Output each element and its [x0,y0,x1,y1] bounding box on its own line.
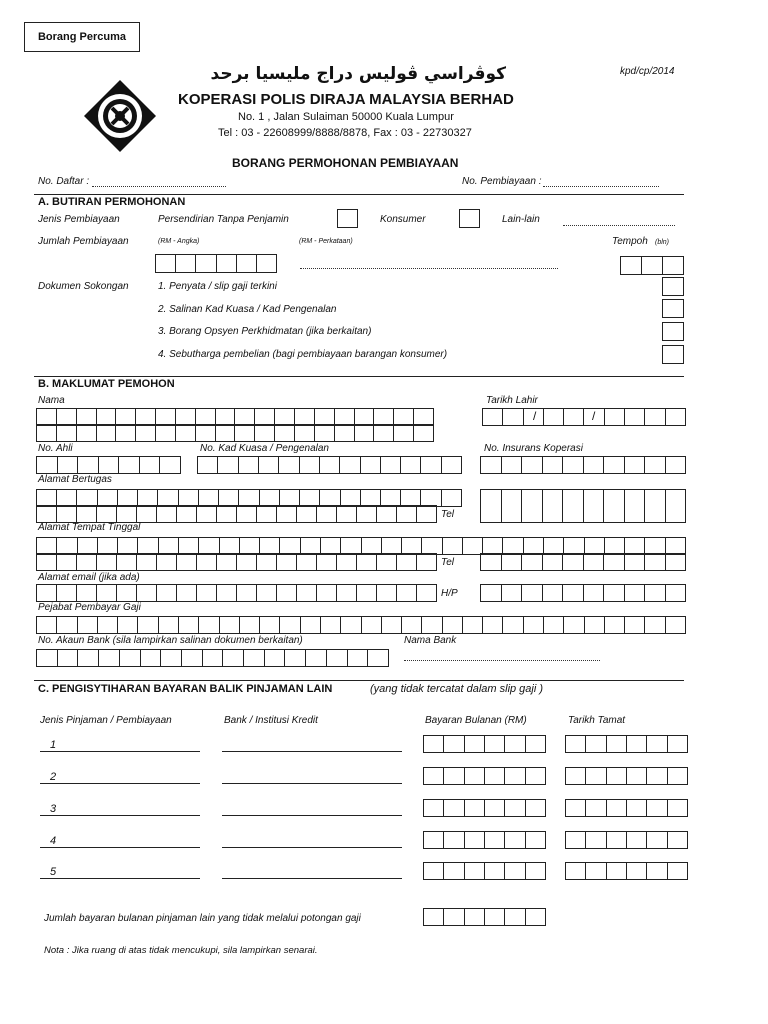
jumlah-pembiayaan-label: Jumlah Pembiayaan [38,236,129,247]
no-insurans-label: No. Insurans Koperasi [484,443,583,454]
pejabat-pembayar-boxes[interactable] [36,616,686,634]
loan-type-field-5[interactable] [40,878,200,879]
org-name: KOPERASI POLIS DIRAJA MALAYSIA BERHAD [178,91,514,108]
section-b-rule [34,376,684,377]
jawi-org-name: كوڤراسي ڤوليس دراج مليسيا برحد [210,64,506,84]
loan-amount-boxes-3[interactable] [423,799,546,817]
tel-bertugas-boxes[interactable] [480,489,686,523]
section-c-title: C. PENGISYTIHARAN BAYARAN BALIK PINJAMAN LAIN [38,683,333,695]
hp-label: H/P [441,588,458,599]
no-pembiayaan-label: No. Pembiayaan : [462,176,542,187]
section-a-title: A. BUTIRAN PERMOHONAN [38,196,186,208]
nama-label: Nama [38,395,65,406]
loan-row-number-3: 3 [50,803,57,815]
loan-end-date-boxes-3[interactable] [565,799,688,817]
jumlah-perkataan-field[interactable] [300,268,558,269]
loan-end-date-boxes-1[interactable] [565,735,688,753]
kpdrm-logo-icon [82,78,158,154]
loan-row-number-1: 1 [50,739,57,751]
tempoh-label: Tempoh [612,236,648,247]
doc-item-3: 3. Borang Opsyen Perkhidmatan (jika berkaitan) [158,326,372,337]
hp-boxes[interactable] [480,584,686,602]
no-ahli-label: No. Ahli [38,443,73,454]
col-bank-institusi: Bank / Institusi Kredit [224,715,318,726]
loan-amount-boxes-4[interactable] [423,831,546,849]
loan-amount-boxes-2[interactable] [423,767,546,785]
doc-4-checkbox[interactable] [662,345,684,364]
lainlain-field[interactable] [563,225,675,226]
alamat-bertugas-row-2[interactable] [36,505,437,523]
tel-tinggal-boxes[interactable] [480,553,686,571]
loan-amount-boxes-1[interactable] [423,735,546,753]
doc-item-4: 4. Sebutharga pembelian (bagi pembiayaan barangan konsumer) [158,349,448,360]
loan-bank-field-1[interactable] [222,751,402,752]
loan-bank-field-3[interactable] [222,815,402,816]
tel-bertugas-label: Tel [441,509,454,520]
loan-end-date-boxes-4[interactable] [565,831,688,849]
nota-text: Nota : Jika ruang di atas tidak mencukupi, sila lampirkan senarai. [44,945,318,956]
col-jenis-pinjaman: Jenis Pinjaman / Pembiayaan [40,715,172,726]
section-a-rule [34,194,684,195]
persendirian-checkbox[interactable] [337,209,358,228]
doc-1-checkbox[interactable] [662,277,684,296]
email-boxes[interactable] [36,584,437,602]
org-address: No. 1 , Jalan Sulaiman 50000 Kuala Lumpur [238,111,454,123]
akaun-bank-label: No. Akaun Bank (sila lampirkan salinan dokumen berkaitan) [38,635,303,646]
no-pembiayaan-field[interactable] [543,186,659,187]
no-insurans-boxes[interactable] [480,456,686,474]
loan-row-number-4: 4 [50,835,57,847]
opt-konsumer-label: Konsumer [380,214,426,225]
loan-type-field-1[interactable] [40,751,200,752]
date-separator-2: / [592,409,596,423]
loan-type-field-3[interactable] [40,815,200,816]
nama-boxes-row-2[interactable] [36,424,434,442]
loan-row-number-5: 5 [50,866,57,878]
free-form-badge [24,22,140,52]
loan-type-field-2[interactable] [40,783,200,784]
nama-bank-field[interactable] [404,660,600,661]
konsumer-checkbox[interactable] [459,209,480,228]
section-c-rule [34,680,684,681]
loan-bank-field-5[interactable] [222,878,402,879]
loan-amount-boxes-5[interactable] [423,862,546,880]
no-kad-label: No. Kad Kuasa / Pengenalan [200,443,329,454]
akaun-bank-boxes[interactable] [36,649,389,667]
org-contact: Tel : 03 - 22608999/8888/8878, Fax : 03 - 22730327 [218,127,472,139]
loan-type-field-4[interactable] [40,847,200,848]
tarikh-lahir-label: Tarikh Lahir [486,395,538,406]
no-daftar-field[interactable] [92,186,226,187]
tarikh-lahir-boxes[interactable] [482,408,686,426]
jumlah-bayaran-boxes[interactable] [423,908,546,926]
col-bayaran-bulanan: Bayaran Bulanan (RM) [425,715,527,726]
doc-item-2: 2. Salinan Kad Kuasa / Kad Pengenalan [158,304,337,315]
email-label: Alamat email (jika ada) [38,572,140,583]
loan-end-date-boxes-5[interactable] [565,862,688,880]
date-separator-1: / [533,409,537,423]
form-title: BORANG PERMOHONAN PEMBIAYAAN [232,156,459,170]
section-c-subtitle: (yang tidak tercatat dalam slip gaji ) [370,683,544,695]
tempoh-boxes[interactable] [620,256,684,275]
alamat-tinggal-label: Alamat Tempat Tinggal [38,522,141,533]
tempoh-unit-label: (bln) [655,239,670,246]
loan-bank-field-4[interactable] [222,847,402,848]
nama-bank-label: Nama Bank [404,635,457,646]
no-ahli-boxes[interactable] [36,456,181,474]
doc-item-1: 1. Penyata / slip gaji terkini [158,281,277,292]
section-b-title: B. MAKLUMAT PEMOHON [38,378,175,390]
no-kad-boxes[interactable] [197,456,462,474]
alamat-bertugas-label: Alamat Bertugas [38,474,112,485]
opt-persendirian-label: Persendirian Tanpa Penjamin [158,214,289,225]
loan-end-date-boxes-2[interactable] [565,767,688,785]
rm-angka-label: (RM - Angka) [158,238,200,245]
pejabat-pembayar-label: Pejabat Pembayar Gaji [38,602,141,613]
jumlah-angka-boxes[interactable] [155,254,277,273]
col-tarikh-tamat: Tarikh Tamat [568,715,626,726]
doc-2-checkbox[interactable] [662,299,684,318]
reference-code: kpd/cp/2014 [620,66,675,77]
jumlah-bayaran-label: Jumlah bayaran bulanan pinjaman lain yang tidak melalui potongan gaji [44,913,361,924]
rm-perkataan-label: (RM - Perkataan) [299,238,353,245]
alamat-tinggal-row-2[interactable] [36,553,437,571]
opt-lainlain-label: Lain-lain [502,214,540,225]
doc-3-checkbox[interactable] [662,322,684,341]
no-daftar-label: No. Daftar : [38,176,90,187]
loan-row-number-2: 2 [50,771,57,783]
tel-tinggal-label: Tel [441,557,454,568]
jenis-pembiayaan-label: Jenis Pembiayaan [38,214,120,225]
free-form-label: Borang Percuma [37,31,127,43]
loan-bank-field-2[interactable] [222,783,402,784]
dokumen-sokongan-label: Dokumen Sokongan [38,281,129,292]
